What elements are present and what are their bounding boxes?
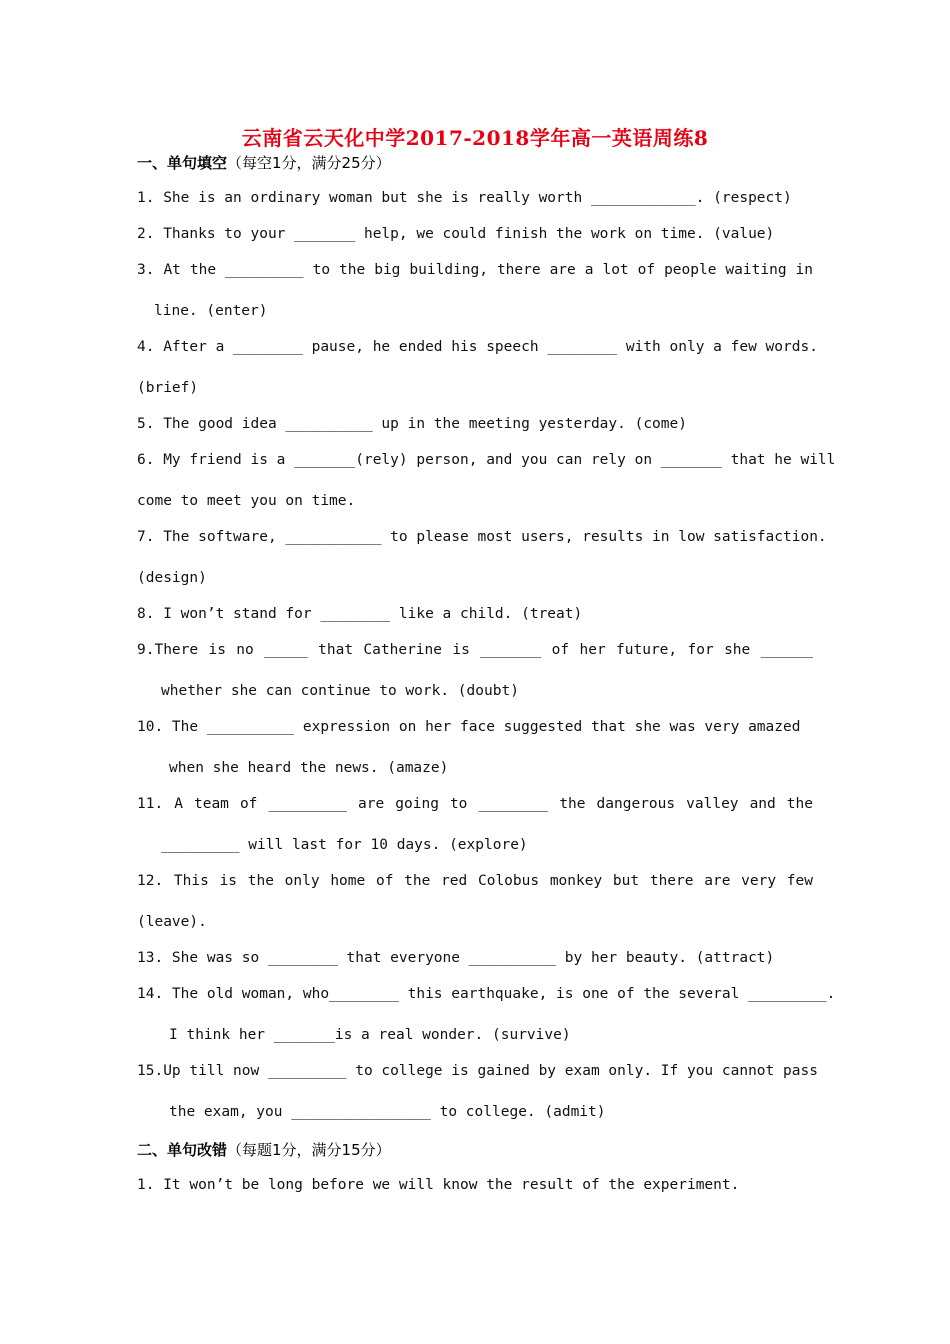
- question-line: 2. Thanks to your _______ help, we could finish the work on time. (value): [137, 226, 775, 242]
- question-line: 3. At the _________ to the big building, there are a lot of people waiting in: [137, 262, 813, 278]
- question-line: the exam, you ________________ to college. (admit): [169, 1104, 606, 1120]
- section-heading-note: （每空1分，满分25分）: [227, 154, 391, 172]
- question-line: 8. I won’t stand for ________ like a child. (treat): [137, 606, 583, 622]
- question-line: 14. The old woman, who________ this earthquake, is one of the several _________.: [137, 986, 836, 1002]
- question-line: I think her _______is a real wonder. (survive): [169, 1027, 571, 1043]
- question-line: 6. My friend is a _______(rely) person, and you can rely on _______ that he will: [137, 452, 836, 468]
- question-line: line. (enter): [154, 303, 268, 319]
- section-heading-correction: [137, 1139, 391, 1160]
- question-line: (design): [137, 570, 207, 586]
- question-line: 12. This is the only home of the red Colobus monkey but there are very few: [137, 873, 813, 889]
- question-line: 4. After a ________ pause, he ended his speech ________ with only a few words.: [137, 339, 818, 355]
- page-title: 云南省云天化中学2017-2018学年高一英语周练8: [241, 126, 709, 150]
- question-line: 5. The good idea __________ up in the meeting yesterday. (come): [137, 416, 687, 432]
- question-line: 15.Up till now _________ to college is gained by exam only. If you cannot pass: [137, 1063, 818, 1079]
- question-line: 13. She was so ________ that everyone __________ by her beauty. (attract): [137, 950, 775, 966]
- question-line: 9.There is no _____ that Catherine is _______ of her future, for she ______: [137, 642, 813, 658]
- question-line: whether she can continue to work. (doubt): [161, 683, 519, 699]
- question-line: 11. A team of _________ are going to ________ the dangerous valley and the: [137, 796, 813, 812]
- question-line: 7. The software, ___________ to please most users, results in low satisfaction.: [137, 529, 827, 545]
- section-heading-label: 一、单句填空: [137, 154, 228, 172]
- section-heading-label: 二、单句改错: [137, 1141, 228, 1159]
- question-line: when she heard the news. (amaze): [169, 760, 449, 776]
- question-line: 1. It won’t be long before we will know the result of the experiment.: [137, 1177, 740, 1193]
- question-line: 1. She is an ordinary woman but she is really worth ____________. (respect): [137, 190, 792, 206]
- section-heading-fill-in: [137, 152, 391, 173]
- question-line: _________ will last for 10 days. (explore): [161, 837, 528, 853]
- section-heading-note: （每题1分，满分15分）: [227, 1141, 391, 1159]
- question-line: come to meet you on time.: [137, 493, 356, 509]
- question-line: 10. The __________ expression on her face suggested that she was very amazed: [137, 719, 801, 735]
- question-line: (brief): [137, 380, 199, 396]
- question-line: (leave).: [137, 914, 207, 930]
